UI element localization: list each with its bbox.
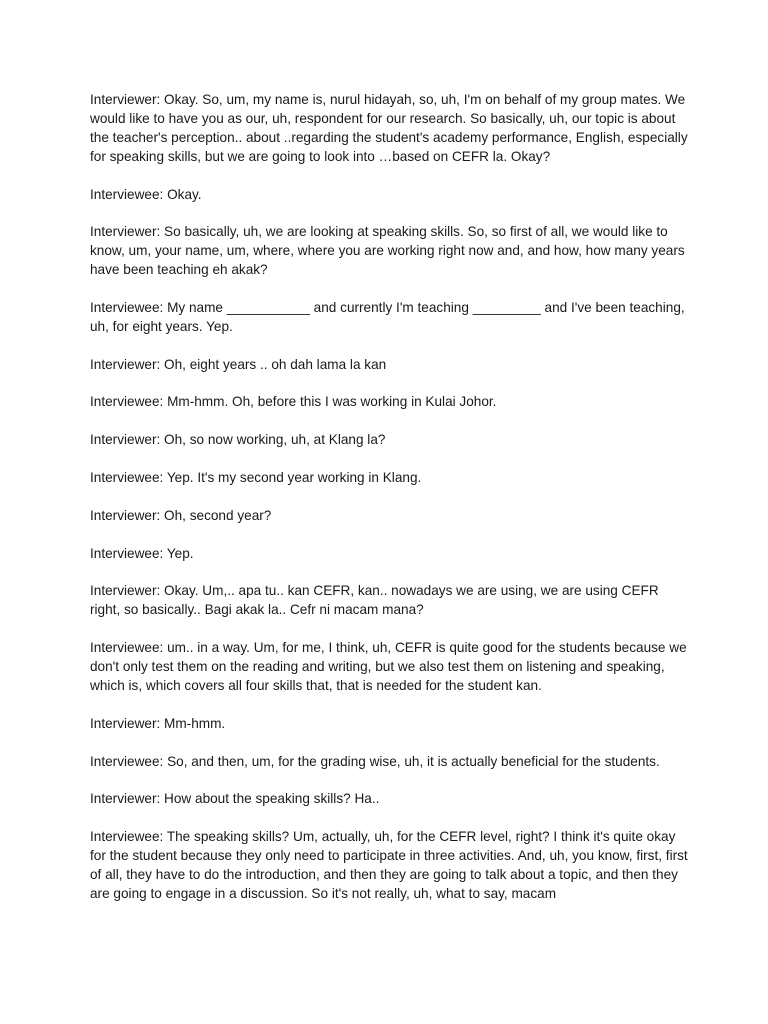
interviewee-line: Interviewee: Yep. It's my second year working in Klang. <box>90 470 422 486</box>
interviewer-line: Interviewer: How about the speaking skills? Ha.. <box>90 791 380 807</box>
interviewee-line: Interviewee: Yep. <box>90 545 194 561</box>
interviewer-line: Interviewer: Okay. Um,.. apa tu.. kan CEFR, kan.. nowadays we are using, we are using CEFR right, so basically.. Bagi akak la.. Cefr ni macam mana? <box>90 583 659 618</box>
interviewee-line: Interviewee: Mm-hmm. Oh, before this I was working in Kulai Johor. <box>90 394 497 410</box>
interviewer-line: Interviewer: Okay. So, um, my name is, nurul hidayah, so, uh, I'm on behalf of my group mates. We would like to have you as our, uh, respondent for our research. So basically, uh, our topic is about the teacher's perception.. about ..regarding the student's academy performance, English, especially for speaking skills, but we are going to look into …based on CEFR la. Okay? <box>90 92 688 164</box>
interviewee-line: Interviewee: The speaking skills? Um, actually, uh, for the CEFR level, right? I think it's quite okay for the student because they only need to participate in three activities. And, uh, you know, first, first of all, they have to do the introduction, and then they are going to talk about a topic, and then they are going to engage in a discussion. So it's not really, uh, what to say, macam <box>90 829 688 901</box>
interviewee-line: Interviewee: um.. in a way. Um, for me, I think, uh, CEFR is quite good for the students because we don't only test them on the reading and writing, but we also test them on listening and speaking, which is, which covers all four skills that, that is needed for the student kan. <box>90 640 687 693</box>
interviewer-line: Interviewer: So basically, uh, we are looking at speaking skills. So, so first of all, we would like to know, um, your name, um, where, where you are working right now and, and how, how many years have been teaching eh akak? <box>90 224 685 278</box>
interviewee-line: Interviewee: My name ___________ and currently I'm teaching _________ and I've been teaching, uh, for eight years. Yep. <box>90 299 685 334</box>
interviewer-line: Interviewer: Oh, eight years .. oh dah lama la kan <box>90 356 387 372</box>
interviewee-line: Interviewee: So, and then, um, for the grading wise, uh, it is actually beneficial for the students. <box>90 753 660 769</box>
interviewer-line: Interviewer: Oh, second year? <box>90 507 272 523</box>
transcript-body <box>90 91 690 923</box>
interviewer-line: Interviewer: Oh, so now working, uh, at Klang la? <box>90 432 386 448</box>
interviewer-line: Interviewer: Mm-hmm. <box>90 715 226 731</box>
interviewee-line: Interviewee: Okay. <box>90 186 202 202</box>
